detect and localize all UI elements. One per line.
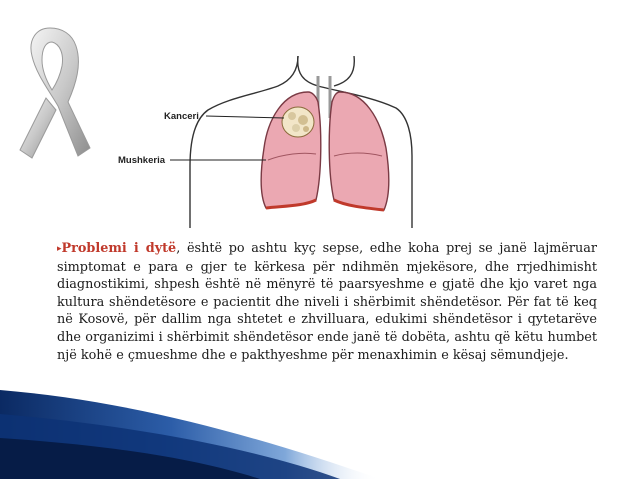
lungs-label: Mushkeria xyxy=(118,155,165,166)
bullet-icon: ▸ xyxy=(57,244,62,254)
cancer-label: Kanceri xyxy=(164,111,199,122)
tumor xyxy=(282,107,314,137)
lead-phrase: Problemi i dytë xyxy=(61,241,177,256)
awareness-ribbon-icon xyxy=(6,18,92,168)
paragraph-text: , është po ashtu kyç sepse, edhe koha prej se janë lajmëruar simptomat e para e gjer te kërkesa për ndihmën mjekësore, dhe rrjedhimisht diagnostikimi, shpesh është në mënyrë të paarsyeshme e gjatë dhe kjo varet nga kultura shëndetësore e pacientit dhe niveli i shërbimit shëndetësor. Për fat të keq në Kosovë, për dallim nga shtetet e zhvilluara, edukimi shëndetësor i qytetarëve dhe organizimi i shërbimit shëndetësor ende janë të dobëta, ashtu që këtu humbet një kohë e çmueshme dhe e pakthyeshme për menaxhimin e kësaj sëmundjeje. xyxy=(57,241,597,363)
cancer-pointer xyxy=(206,116,284,118)
body-paragraph xyxy=(57,240,597,364)
right-lung xyxy=(329,92,389,210)
decorative-swoosh xyxy=(0,390,638,479)
lung-cancer-illustration xyxy=(108,56,468,228)
